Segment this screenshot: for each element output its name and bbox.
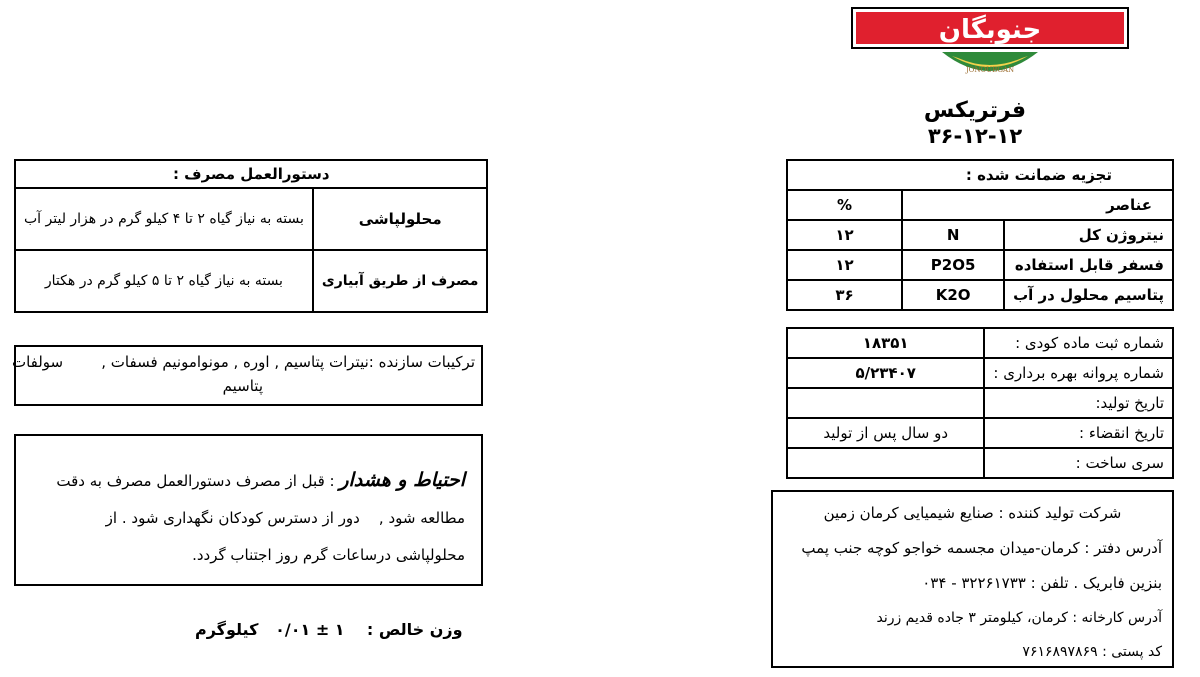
element-name: نیتروژن کل	[1004, 220, 1173, 250]
warning-line1: : قبل از مصرف دستورالعمل مصرف به دقت	[56, 472, 335, 490]
expiry-date-value: دو سال پس از تولید	[787, 418, 984, 448]
table-row	[787, 448, 1173, 478]
net-weight-value: ۱ ± ۰/۰۱	[275, 620, 345, 639]
element-symbol: N	[902, 220, 1004, 250]
logo-brand-en: JONOUBGAN	[965, 66, 1015, 74]
warning-line3: محلولپاشی درساعات گرم روز اجتناب گردد.	[192, 546, 465, 564]
office-address-line2: بنزین فابریک . تلفن : ۳۲۲۶۱۷۳۳ - ۰۳۴	[922, 574, 1162, 592]
warning-header: احتیاط و هشدار	[339, 469, 465, 491]
element-name: پتاسیم محلول در آب	[1004, 280, 1173, 310]
usage-method: محلولپاشی	[313, 188, 488, 250]
net-weight-unit: کیلوگرم	[195, 620, 259, 639]
element-symbol: K2O	[902, 280, 1004, 310]
table-row	[787, 328, 1173, 358]
product-name: فرتریکس	[923, 98, 1027, 123]
col-percent-header: %	[787, 190, 902, 220]
expiry-date-label: تاریخ انقضاء :	[984, 418, 1173, 448]
reg-number-value: ۱۸۳۵۱	[787, 328, 984, 358]
col-elements-header: عناصر	[902, 190, 1173, 220]
office-address-line1: آدرس دفتر : کرمان-میدان مجسمه خواجو کوچه جنب پمپ	[801, 539, 1162, 557]
brand-logo	[850, 6, 1130, 84]
composition-line2: پتاسیم	[222, 377, 263, 395]
table-row	[787, 280, 1173, 310]
license-value: ۵/۲۳۴۰۷	[787, 358, 984, 388]
table-row	[15, 250, 487, 312]
table-row	[787, 388, 1173, 418]
table-row	[15, 188, 487, 250]
table-row	[787, 418, 1173, 448]
element-value: ۱۲	[787, 220, 902, 250]
usage-method: مصرف از طریق آبیاری	[313, 250, 488, 312]
composition-box	[11, 345, 483, 406]
product-formula: ۳۶-۱۲-۱۲	[927, 124, 1023, 148]
logo-graphic	[850, 6, 1130, 84]
element-name: فسفر قابل استفاده	[1004, 250, 1173, 280]
factory-address: آدرس کارخانه : کرمان، کیلومتر ۳ جاده قدیم زرند	[876, 610, 1162, 626]
registration-table	[786, 327, 1174, 479]
net-weight-label: وزن خالص :	[366, 620, 463, 639]
guaranteed-analysis-table	[786, 159, 1174, 311]
logo-brand-fa: جنوبگان	[938, 15, 1042, 45]
postal-code: کد پستی : ۷۶۱۶۸۹۷۸۶۹	[1022, 644, 1162, 660]
composition-line1: ترکیبات سازنده :نیترات پتاسیم , اوره , مونوامونیم فسفات , سولفات	[11, 353, 475, 371]
table-row	[787, 250, 1173, 280]
usage-description: بسته به نیاز گیاه ۲ تا ۴ کیلو گرم در هزار لیتر آب	[15, 188, 313, 250]
element-symbol: P2O5	[902, 250, 1004, 280]
warning-box	[14, 434, 483, 586]
license-label: شماره پروانه بهره برداری :	[984, 358, 1173, 388]
reg-number-label: شماره ثبت ماده کودی :	[984, 328, 1173, 358]
table-row	[787, 358, 1173, 388]
usage-instructions-table	[14, 159, 488, 313]
element-value: ۳۶	[787, 280, 902, 310]
warning-line2: مطالعه شود , دور از دسترس کودکان نگهداری شود . از	[105, 509, 465, 527]
usage-description: بسته به نیاز گیاه ۲ تا ۵ کیلو گرم در هکتار	[15, 250, 313, 312]
table-row	[787, 220, 1173, 250]
manufacturer-company: شرکت تولید کننده : صنایع شیمیایی کرمان زمین	[823, 504, 1122, 522]
usage-title: دستورالعمل مصرف :	[15, 160, 487, 188]
guarantee-title: تجزیه ضمانت شده :	[787, 160, 1173, 190]
net-weight	[195, 620, 463, 639]
batch-value	[787, 448, 984, 478]
production-date-value	[787, 388, 984, 418]
element-value: ۱۲	[787, 250, 902, 280]
manufacturer-info	[771, 490, 1174, 668]
production-date-label: تاریخ تولید:	[984, 388, 1173, 418]
batch-label: سری ساخت :	[984, 448, 1173, 478]
